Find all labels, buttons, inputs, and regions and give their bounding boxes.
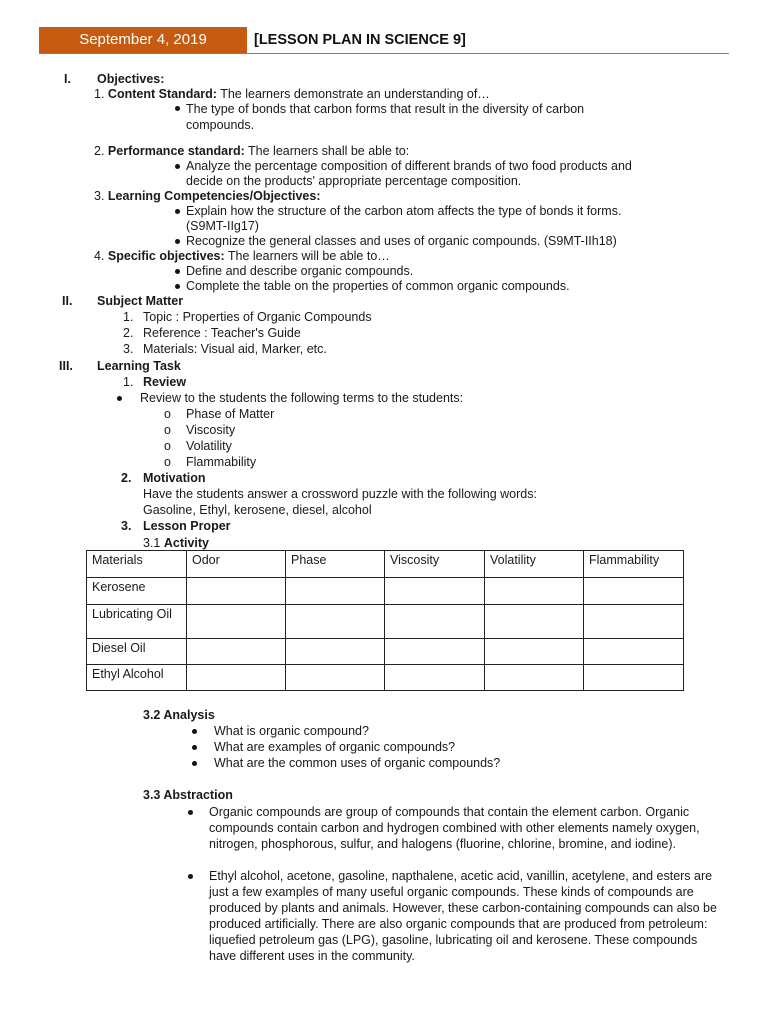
bullet-icon	[117, 396, 122, 401]
subject-matter-item-num: 1.	[123, 310, 134, 324]
lesson-proper-num: 3.	[121, 519, 132, 533]
table-header-cell: Viscosity	[385, 551, 485, 578]
table-cell-empty	[584, 665, 684, 691]
competencies-label: Learning Competencies/Objectives:	[107, 189, 321, 203]
bullet-icon	[175, 284, 180, 289]
bullet-icon	[175, 209, 180, 214]
content-standard-bullet-line1: The type of bonds that carbon forms that result in the diversity of carbon	[186, 102, 585, 116]
table-row	[87, 665, 684, 691]
review-term: Viscosity	[186, 423, 236, 437]
subject-matter-item-num: 3.	[123, 342, 134, 356]
table-header-cell: Materials	[87, 551, 187, 578]
performance-standard-line	[94, 143, 409, 159]
content-standard-text: The learners demonstrate an understanding of…	[216, 87, 490, 101]
table-cell-empty	[385, 605, 485, 639]
table-cell-empty	[485, 665, 584, 691]
performance-standard-num: 2.	[94, 144, 105, 158]
activity-heading	[143, 535, 209, 551]
table-cell-material: Kerosene	[87, 578, 187, 605]
section-numeral-learning-task: III.	[59, 359, 73, 373]
competency-2: Recognize the general classes and uses of organic compounds. (S9MT-IIh18)	[186, 234, 617, 248]
bullet-icon	[175, 239, 180, 244]
table-cell-empty	[286, 605, 385, 639]
abstraction-paragraph-1: Organic compounds are group of compounds that contain the element carbon. Organic compounds contain carbon and hydrogen combined with other elements namely oxygen, nitrogen, phosphorous, sulfur, and halogens (fluorine, chlorine, bromine, and iodine).	[209, 805, 700, 851]
table-cell-empty	[485, 578, 584, 605]
table-cell-empty	[485, 639, 584, 665]
specific-objectives-num: 4.	[94, 249, 105, 263]
competency-1-line1: Explain how the structure of the carbon atom affects the type of bonds it forms.	[186, 204, 622, 218]
header-date: September 4, 2019	[79, 31, 207, 48]
section-heading-subject-matter: Subject Matter	[97, 294, 184, 308]
table-header-cell: Flammability	[584, 551, 684, 578]
subject-matter-topic: Topic : Properties of Organic Compounds	[143, 310, 372, 324]
content-standard-line	[94, 86, 490, 102]
table-cell-empty	[385, 639, 485, 665]
table-row	[87, 605, 684, 639]
content-standard-label: Content Standard:	[107, 87, 217, 101]
table-cell-empty	[385, 665, 485, 691]
subject-matter-reference: Reference : Teacher's Guide	[143, 326, 301, 340]
table-cell-material: Lubricating Oil	[87, 605, 187, 639]
header-divider	[39, 53, 729, 54]
performance-standard-bullet-line1: Analyze the percentage composition of different brands of two food products and	[186, 159, 632, 173]
section-numeral-subject-matter: II.	[62, 294, 73, 308]
abstraction-heading: 3.3 Abstraction	[143, 788, 233, 802]
table-header-row	[87, 551, 684, 578]
section-heading-learning-task: Learning Task	[97, 359, 181, 373]
content-standard-num: 1.	[94, 87, 105, 101]
table-row	[87, 639, 684, 665]
section-numeral-objectives: I.	[64, 72, 71, 86]
table-header-cell: Phase	[286, 551, 385, 578]
motivation-text-line2: Gasoline, Ethyl, kerosene, diesel, alcohol	[143, 503, 372, 517]
table-cell-empty	[187, 605, 286, 639]
table-cell-empty	[584, 605, 684, 639]
table-cell-empty	[187, 665, 286, 691]
bullet-icon	[175, 269, 180, 274]
bullet-icon	[192, 745, 197, 750]
table-cell-empty	[286, 578, 385, 605]
motivation-num: 2.	[121, 471, 132, 485]
table-cell-empty	[187, 639, 286, 665]
review-instruction: Review to the students the following terms to the students:	[140, 391, 464, 405]
review-num: 1.	[123, 375, 134, 389]
table-cell-material: Ethyl Alcohol	[87, 665, 187, 691]
subject-matter-materials: Materials: Visual aid, Marker, etc.	[143, 342, 327, 356]
bullet-icon	[192, 729, 197, 734]
specific-objectives-line	[94, 248, 390, 264]
bullet-icon	[188, 810, 193, 815]
competencies-line	[94, 188, 320, 204]
activity-table	[86, 550, 684, 691]
circle-bullet-icon: o	[164, 439, 171, 453]
analysis-question: What are the common uses of organic compounds?	[214, 756, 501, 770]
review-label: Review	[143, 375, 187, 389]
circle-bullet-icon: o	[164, 423, 171, 437]
review-term: Volatility	[186, 439, 232, 453]
specific-objectives-text: The learners will be able to…	[224, 249, 390, 263]
table-cell-empty	[187, 578, 286, 605]
content-standard-bullet-line2: compounds.	[186, 118, 255, 132]
table-header-cell: Odor	[187, 551, 286, 578]
bullet-icon	[175, 164, 180, 169]
performance-standard-label: Performance standard:	[107, 144, 245, 158]
circle-bullet-icon: o	[164, 455, 171, 469]
competencies-num: 3.	[94, 189, 105, 203]
analysis-question: What is organic compound?	[214, 724, 369, 738]
table-cell-empty	[385, 578, 485, 605]
review-term: Phase of Matter	[186, 407, 275, 421]
analysis-heading: 3.2 Analysis	[143, 708, 215, 722]
circle-bullet-icon: o	[164, 407, 171, 421]
table-cell-empty	[584, 578, 684, 605]
competency-1-line2: (S9MT-IIg17)	[186, 219, 259, 233]
table-cell-empty	[485, 605, 584, 639]
activity-num: 3.1	[143, 536, 164, 550]
header-title: [LESSON PLAN IN SCIENCE 9]	[254, 32, 466, 48]
performance-standard-text: The learners shall be able to:	[244, 144, 410, 158]
table-cell-empty	[286, 639, 385, 665]
abstraction-paragraph-2: Ethyl alcohol, acetone, gasoline, napthalene, acetic acid, vanillin, acetylene, and esters are just a few examples of many useful organic compounds. These kinds of compounds are produced by plants and animals. However, these carbon-containing compounds can also be produced artificially. There are also organic compounds that are produced from petroleum: liquefied petroleum gas (LPG), gasoline, lubricating oil and kerosene. These compounds have different uses in the community.	[209, 869, 717, 963]
table-row	[87, 578, 684, 605]
activity-label: Activity	[163, 536, 210, 550]
lesson-proper-label: Lesson Proper	[143, 519, 231, 533]
table-cell-empty	[286, 665, 385, 691]
table-header-cell: Volatility	[485, 551, 584, 578]
specific-objective-1: Define and describe organic compounds.	[186, 264, 414, 278]
table-cell-material: Diesel Oil	[87, 639, 187, 665]
bullet-icon	[192, 761, 197, 766]
subject-matter-item-num: 2.	[123, 326, 134, 340]
specific-objective-2: Complete the table on the properties of common organic compounds.	[186, 279, 570, 293]
motivation-label: Motivation	[143, 471, 206, 485]
performance-standard-bullet-line2: decide on the products' appropriate percentage composition.	[186, 174, 522, 188]
bullet-icon	[175, 106, 180, 111]
specific-objectives-label: Specific objectives:	[107, 249, 225, 263]
analysis-question: What are examples of organic compounds?	[214, 740, 456, 754]
section-heading-objectives: Objectives:	[97, 72, 165, 86]
motivation-text-line1: Have the students answer a crossword puzzle with the following words:	[143, 487, 537, 501]
bullet-icon	[188, 874, 193, 879]
table-cell-empty	[584, 639, 684, 665]
review-term: Flammability	[186, 455, 257, 469]
